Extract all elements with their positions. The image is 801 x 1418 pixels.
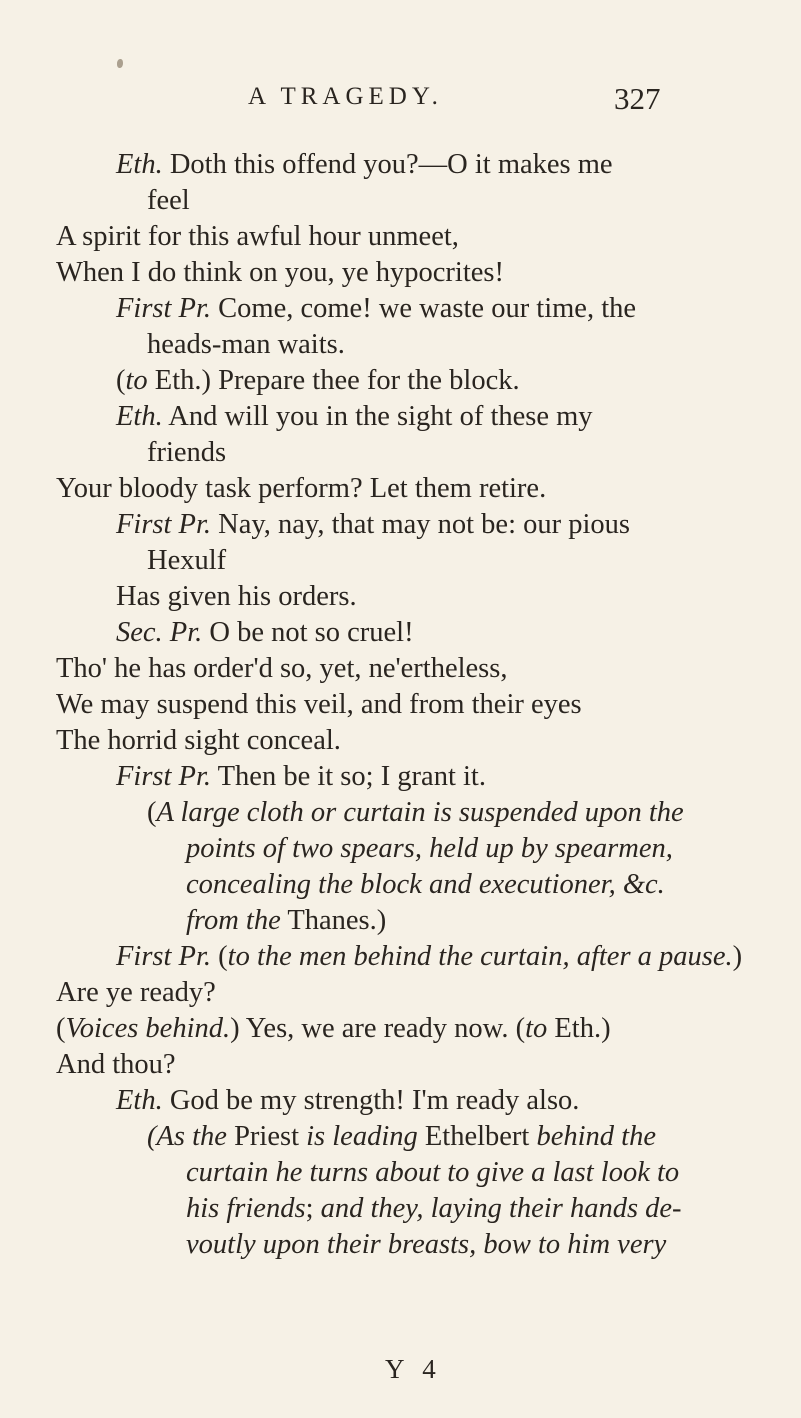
- signature-mark: Y 4: [385, 1354, 442, 1384]
- italic-segment: to: [525, 1013, 548, 1044]
- text-line: [116, 147, 613, 183]
- text-segment: (: [116, 365, 126, 396]
- text-line: [186, 903, 386, 939]
- text-line: [56, 687, 582, 723]
- text-segment: We may suspend this veil, and from their eyes: [56, 689, 582, 720]
- italic-segment: voutly upon their breasts, bow to him very: [186, 1229, 667, 1260]
- text-segment: feel: [147, 185, 190, 216]
- text-segment: And will you in the sight of these my: [162, 401, 593, 432]
- text-segment: ) Yes, we are ready now. (: [230, 1013, 526, 1044]
- italic-segment: to the men behind the curtain, after a pause.: [227, 941, 733, 972]
- italic-segment: points of two spears, held up by spearmen,: [186, 833, 673, 864]
- text-segment: Are ye ready?: [56, 977, 216, 1008]
- ink-speck: [117, 59, 123, 68]
- text-line: [116, 939, 742, 975]
- text-segment: O be not so cruel!: [202, 617, 414, 648]
- text-segment: Eth.): [547, 1013, 611, 1044]
- text-line: [147, 183, 190, 219]
- text-segment: Doth this offend you?—O it makes me: [162, 149, 613, 180]
- text-line: [186, 867, 665, 903]
- page-number: 327: [614, 81, 661, 116]
- text-line: [147, 795, 684, 831]
- text-line: [56, 471, 546, 507]
- text-segment: (: [211, 941, 228, 972]
- italic-segment: A large cloth or curtain is suspended upon the: [156, 797, 684, 828]
- text-line: [116, 579, 357, 615]
- text-segment: Your bloody task perform? Let them retire.: [56, 473, 547, 504]
- italic-segment: to: [125, 365, 148, 396]
- italic-segment: and they, laying their hands de-: [320, 1193, 682, 1224]
- text-segment: ): [732, 941, 743, 972]
- italic-segment: Eth.: [116, 1085, 163, 1116]
- text-line: [116, 507, 630, 543]
- text-segment: heads-man waits.: [147, 329, 345, 360]
- text-line: [116, 615, 414, 651]
- italic-segment: Eth.: [116, 149, 163, 180]
- text-line: [116, 363, 520, 399]
- italic-segment: is leading: [306, 1121, 418, 1152]
- text-segment: Then be it so; I grant it.: [211, 761, 486, 792]
- italic-segment: First Pr.: [116, 941, 212, 972]
- italic-segment: Eth.: [116, 401, 163, 432]
- text-segment: A spirit for this awful hour unmeet,: [56, 221, 459, 252]
- text-line: [186, 1227, 666, 1263]
- italic-segment: concealing the block and executioner, &c.: [186, 869, 665, 900]
- text-segment: And thou?: [56, 1049, 176, 1080]
- text-line: [186, 1155, 679, 1191]
- text-line: [147, 435, 226, 471]
- text-segment: Priest: [226, 1121, 307, 1152]
- text-segment: ;: [305, 1193, 321, 1224]
- text-line: [116, 759, 486, 795]
- text-segment: Ethelbert: [417, 1121, 537, 1152]
- text-line: [186, 831, 673, 867]
- page-header: [0, 83, 801, 123]
- text-segment: When I do think on you, ye hypocrites!: [56, 257, 504, 288]
- text-segment: (: [56, 1013, 66, 1044]
- text-line: [56, 1047, 176, 1083]
- text-segment: Eth.) Prepare thee for the block.: [147, 365, 520, 396]
- text-line: [56, 723, 341, 759]
- italic-segment: from the: [186, 905, 281, 936]
- text-line: [147, 543, 226, 579]
- text-segment: Tho' he has order'd so, yet, ne'ertheless,: [56, 653, 508, 684]
- text-line: [147, 1119, 656, 1155]
- italic-segment: First Pr.: [116, 293, 212, 324]
- italic-segment: curtain he turns about to give a last look to: [186, 1157, 680, 1188]
- text-line: [56, 975, 216, 1011]
- text-segment: friends: [147, 437, 227, 468]
- text-segment: God be my strength! I'm ready also.: [162, 1085, 580, 1116]
- italic-segment: Voices behind.: [65, 1013, 231, 1044]
- text-segment: Thanes.): [280, 905, 387, 936]
- text-line: [116, 399, 593, 435]
- text-segment: Hexulf: [147, 545, 227, 576]
- text-line: [56, 651, 507, 687]
- italic-segment: Sec. Pr.: [116, 617, 203, 648]
- running-title: A TRAGEDY.: [248, 83, 443, 110]
- italic-segment: As the: [156, 1121, 227, 1152]
- text-line: [56, 219, 459, 255]
- text-segment: Has given his orders.: [116, 581, 357, 612]
- italic-segment: First Pr.: [116, 509, 212, 540]
- text-segment: Nay, nay, that may not be: our pious: [211, 509, 631, 540]
- text-line: [56, 255, 504, 291]
- italic-segment: behind the: [536, 1121, 656, 1152]
- text-line: [186, 1191, 682, 1227]
- italic-segment: First Pr.: [116, 761, 212, 792]
- italic-segment: (: [147, 1121, 157, 1152]
- text-segment: (: [147, 797, 157, 828]
- text-line: [116, 1083, 579, 1119]
- text-line: [147, 327, 345, 363]
- text-line: [56, 1011, 611, 1047]
- text-segment: The horrid sight conceal.: [56, 725, 341, 756]
- text-line: [116, 291, 636, 327]
- italic-segment: his friends: [186, 1193, 306, 1224]
- text-segment: Come, come! we waste our time, the: [211, 293, 637, 324]
